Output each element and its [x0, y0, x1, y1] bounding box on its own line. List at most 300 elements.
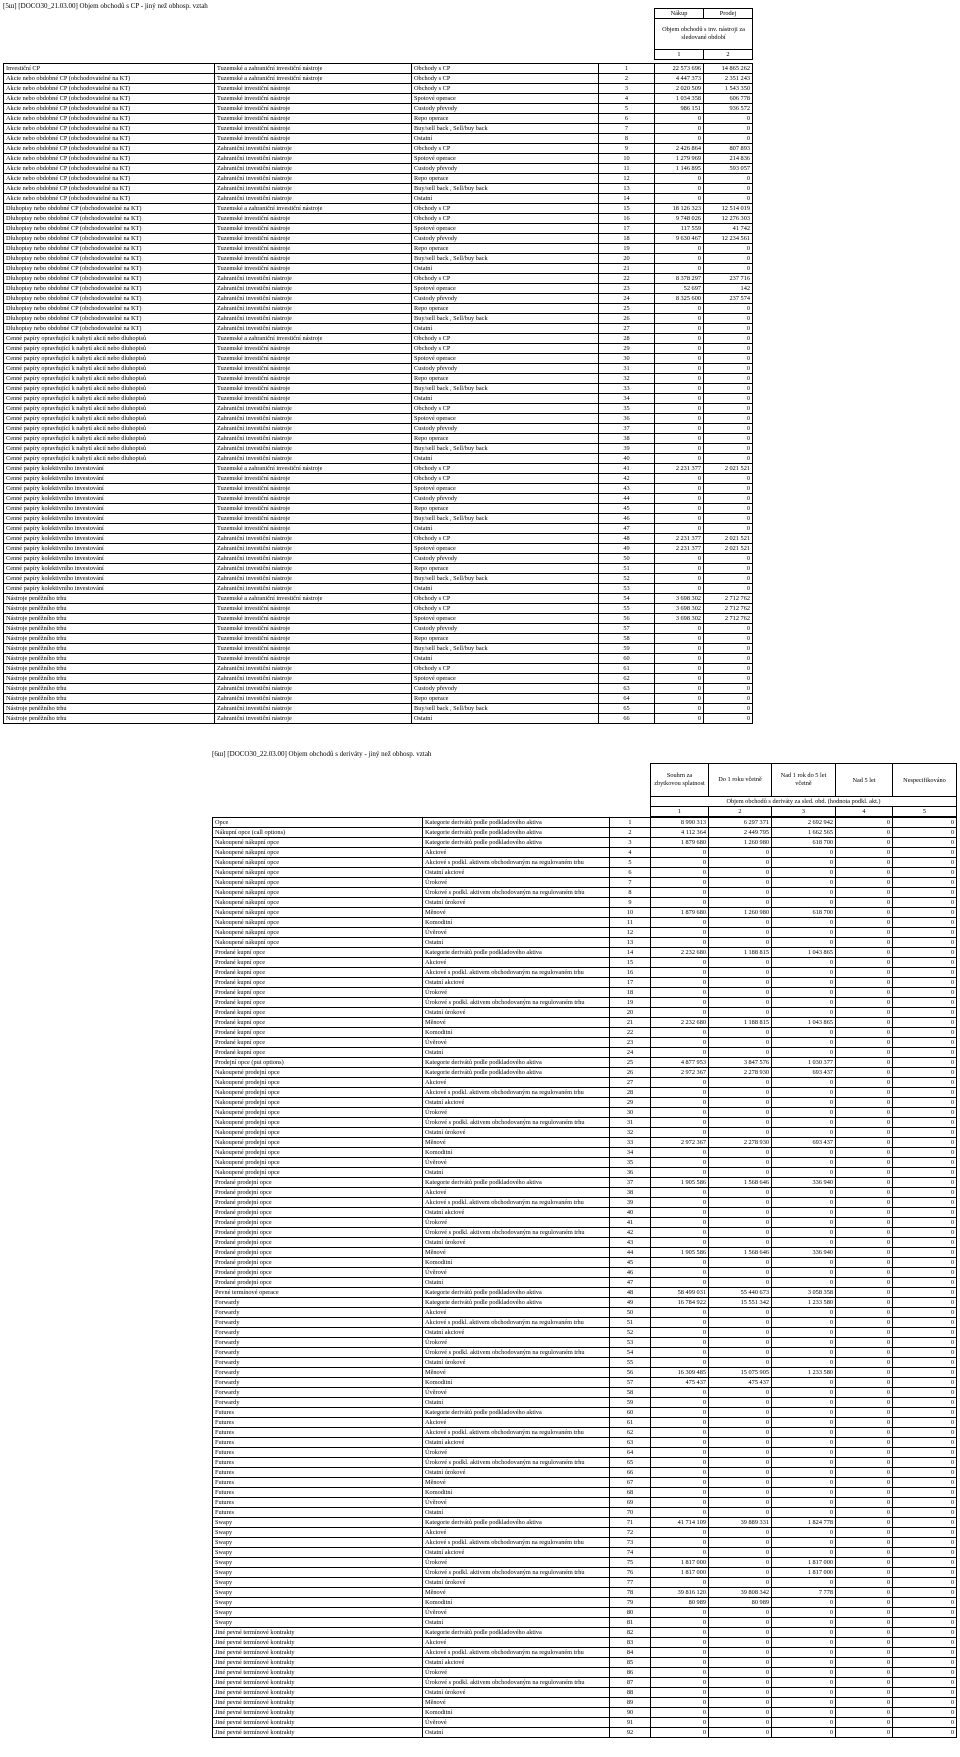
table-cell: Buy/sell back , Sell/buy back: [412, 644, 599, 654]
table-cell: 0: [836, 1458, 893, 1468]
table-cell: 0: [704, 444, 753, 454]
table-cell: 35: [599, 404, 655, 414]
table-cell: 0: [893, 1388, 957, 1398]
table-cell: 3 698 302: [655, 604, 704, 614]
table-cell: 0: [836, 1418, 893, 1428]
table-row: [213, 1728, 957, 1738]
table-cell: 0: [836, 1428, 893, 1438]
table-row: [4, 674, 753, 684]
table-cell: Kategorie derivátů podle podkladového aktiva: [423, 818, 610, 828]
table-cell: 0: [651, 1408, 709, 1418]
table-cell: Tuzemské investiční nástroje: [215, 394, 412, 404]
table-cell: Prodané kupní opce: [213, 968, 423, 978]
table-cell: 0: [704, 714, 753, 724]
table-cell: 0: [772, 958, 836, 968]
table-cell: 0: [836, 1378, 893, 1388]
table-cell: Dluhopisy nebo obdobné CP (obchodovatelné na KT): [4, 274, 215, 284]
table-cell: 0: [655, 174, 704, 184]
table-cell: Ostatní úrokové: [423, 1468, 610, 1478]
table-cell: 0: [836, 1278, 893, 1288]
table-cell: Zahraniční investiční nástroje: [215, 684, 412, 694]
table-cell: Dluhopisy nebo obdobné CP (obchodovatelné na KT): [4, 304, 215, 314]
table-cell: 0: [836, 1048, 893, 1058]
table-cell: 3 847 576: [709, 1058, 772, 1068]
table-cell: Forwardy: [213, 1398, 423, 1408]
table-cell: 0: [893, 1288, 957, 1298]
table-row: [4, 454, 753, 464]
table-cell: 1 879 680: [651, 908, 709, 918]
table-cell: 475 437: [709, 1378, 772, 1388]
c3-header: 3: [772, 807, 836, 817]
table-cell: 31: [599, 364, 655, 374]
table-cell: 0: [655, 424, 704, 434]
table-cell: Zahraniční investiční nástroje: [215, 444, 412, 454]
table-cell: 0: [893, 1598, 957, 1608]
table-cell: 0: [704, 394, 753, 404]
table-cell: 0: [651, 858, 709, 868]
table-cell: 0: [836, 1448, 893, 1458]
table-cell: 0: [836, 1318, 893, 1328]
table-cell: 0: [772, 1668, 836, 1678]
col2-header: 2: [704, 50, 753, 60]
table-cell: 0: [772, 1108, 836, 1118]
table-cell: Nakoupené prodejní opce: [213, 1168, 423, 1178]
table-cell: Úrokové s podkl. aktivem obchodovaným na regulovaném trhu: [423, 1118, 610, 1128]
table-cell: 0: [836, 1348, 893, 1358]
table-row: [213, 1168, 957, 1178]
table-cell: 0: [893, 1488, 957, 1498]
table-cell: 32: [599, 374, 655, 384]
table-cell: Ostatní: [412, 264, 599, 274]
c4-header: 4: [836, 807, 893, 817]
table-cell: 0: [655, 704, 704, 714]
table-cell: 0: [709, 1268, 772, 1278]
table-cell: 0: [651, 1728, 709, 1738]
table-cell: Buy/sell back , Sell/buy back: [412, 444, 599, 454]
table-cell: Nástroje peněžního trhu: [4, 644, 215, 654]
table-cell: 0: [655, 494, 704, 504]
table-cell: Nakoupené prodejní opce: [213, 1118, 423, 1128]
table-cell: Spotové operace: [412, 354, 599, 364]
table-row: [213, 1188, 957, 1198]
table-cell: 0: [893, 978, 957, 988]
table-cell: Nakoupené nákupní opce: [213, 838, 423, 848]
table-cell: Nástroje peněžního trhu: [4, 634, 215, 644]
table-cell: 0: [893, 1368, 957, 1378]
table-cell: Zahraniční investiční nástroje: [215, 584, 412, 594]
nad5let-header: Nad 5 let: [836, 764, 893, 797]
table-cell: Ostatní: [423, 938, 610, 948]
table-cell: Akcie nebo obdobné CP (obchodovatelné na KT): [4, 104, 215, 114]
table-cell: 4: [610, 848, 651, 858]
table-cell: Forwardy: [213, 1308, 423, 1318]
table-cell: 0: [651, 1458, 709, 1468]
table-cell: 14: [610, 948, 651, 958]
table-row: [213, 1698, 957, 1708]
table-cell: Úvěrové: [423, 1718, 610, 1728]
table-cell: 0: [704, 694, 753, 704]
table-cell: 0: [772, 848, 836, 858]
table-cell: 0: [893, 1038, 957, 1048]
table-cell: Custody převody: [412, 294, 599, 304]
table-cell: 0: [836, 1518, 893, 1528]
table-cell: Úvěrové: [423, 1608, 610, 1618]
table-cell: 3 058 358: [772, 1288, 836, 1298]
table-cell: 4 877 953: [651, 1058, 709, 1068]
table-cell: Custody převody: [412, 684, 599, 694]
table-cell: Úrokové s podkl. aktivem obchodovaným na regulovaném trhu: [423, 1678, 610, 1688]
table-cell: 1 188 815: [709, 948, 772, 958]
table-cell: 0: [836, 1468, 893, 1478]
table-cell: 0: [709, 1398, 772, 1408]
table-cell: 53: [610, 1338, 651, 1348]
table-cell: 0: [651, 1078, 709, 1088]
table-row: [4, 104, 753, 114]
table-cell: 0: [709, 978, 772, 988]
table-cell: 14: [599, 194, 655, 204]
table-cell: Swapy: [213, 1518, 423, 1528]
table-cell: 0: [709, 1228, 772, 1238]
table-cell: Akcie nebo obdobné CP (obchodovatelné na KT): [4, 84, 215, 94]
table-cell: 0: [655, 634, 704, 644]
table-cell: 0: [709, 1628, 772, 1638]
table-cell: Zahraniční investiční nástroje: [215, 294, 412, 304]
table-cell: Buy/sell back , Sell/buy back: [412, 124, 599, 134]
table-cell: Nakoupené prodejní opce: [213, 1128, 423, 1138]
table-cell: 0: [836, 928, 893, 938]
table-cell: 0: [655, 354, 704, 364]
table-cell: Dluhopisy nebo obdobné CP (obchodovatelné na KT): [4, 254, 215, 264]
table-cell: Swapy: [213, 1538, 423, 1548]
table-cell: Obchody s CP: [412, 344, 599, 354]
table-cell: 92: [610, 1728, 651, 1738]
table-cell: 0: [836, 1248, 893, 1258]
table-cell: Nakoupené nákupní opce: [213, 898, 423, 908]
table-cell: 0: [704, 434, 753, 444]
table-cell: Swapy: [213, 1558, 423, 1568]
table-cell: 0: [704, 504, 753, 514]
table-cell: Tuzemské investiční nástroje: [215, 254, 412, 264]
table-cell: 0: [836, 1508, 893, 1518]
table-cell: 0: [655, 474, 704, 484]
table-cell: 0: [709, 1668, 772, 1678]
table-row: [213, 1578, 957, 1588]
table-cell: Tuzemské investiční nástroje: [215, 114, 412, 124]
table-cell: 0: [651, 988, 709, 998]
prodej-header: Prodej: [704, 9, 753, 19]
table-cell: Komoditní: [423, 918, 610, 928]
table-cell: Tuzemské investiční nástroje: [215, 384, 412, 394]
table-cell: 0: [704, 334, 753, 344]
table-cell: 0: [772, 1078, 836, 1088]
table-cell: 0: [651, 1708, 709, 1718]
table-cell: Zahraniční investiční nástroje: [215, 174, 412, 184]
table-cell: 1 188 815: [709, 1018, 772, 1028]
table-cell: Tuzemské investiční nástroje: [215, 104, 412, 114]
table-cell: 8: [599, 134, 655, 144]
table-row: [213, 1318, 957, 1328]
table-cell: Cenné papíry kolektivního investování: [4, 514, 215, 524]
table-cell: 0: [836, 918, 893, 928]
table-cell: Zahraniční investiční nástroje: [215, 154, 412, 164]
table-row: [4, 394, 753, 404]
table-cell: Cenné papíry opravňující k nabytí akcií nebo dluhopisů: [4, 384, 215, 394]
table-cell: 59: [599, 644, 655, 654]
table-cell: 0: [655, 484, 704, 494]
table-cell: Tuzemské investiční nástroje: [215, 244, 412, 254]
table-cell: Cenné papíry opravňující k nabytí akcií nebo dluhopisů: [4, 424, 215, 434]
table-cell: 8: [610, 888, 651, 898]
table-cell: 55 440 673: [709, 1288, 772, 1298]
table-cell: 83: [610, 1638, 651, 1648]
table-cell: 0: [709, 1098, 772, 1108]
table-cell: 24: [599, 294, 655, 304]
table-cell: 0: [709, 1308, 772, 1318]
table-cell: 0: [651, 1008, 709, 1018]
table-cell: 0: [836, 898, 893, 908]
table-cell: 0: [836, 978, 893, 988]
table-cell: Ostatní: [412, 654, 599, 664]
table-cell: 0: [893, 1138, 957, 1148]
table-cell: 0: [836, 1208, 893, 1218]
table-row: [4, 164, 753, 174]
table-cell: 82: [610, 1628, 651, 1638]
table-cell: Prodané prodejní opce: [213, 1228, 423, 1238]
table-cell: 12: [610, 928, 651, 938]
table-cell: 2 232 680: [651, 1018, 709, 1028]
table-cell: Tuzemské a zahraniční investiční nástroje: [215, 74, 412, 84]
table-cell: Buy/sell back , Sell/buy back: [412, 384, 599, 394]
table-cell: Dluhopisy nebo obdobné CP (obchodovatelné na KT): [4, 264, 215, 274]
table-cell: 0: [772, 1658, 836, 1668]
table-row: [4, 494, 753, 504]
table-cell: 80 989: [651, 1598, 709, 1608]
table-cell: 0: [655, 314, 704, 324]
table-cell: 0: [704, 564, 753, 574]
table-cell: Ostatní: [412, 394, 599, 404]
table-cell: Zahraniční investiční nástroje: [215, 184, 412, 194]
table-cell: 0: [651, 898, 709, 908]
table-cell: 38: [610, 1188, 651, 1198]
table-cell: Komoditní: [423, 1258, 610, 1268]
table-cell: Komoditní: [423, 1378, 610, 1388]
table-cell: Kategorie derivátů podle podkladového aktiva: [423, 838, 610, 848]
table-cell: 0: [709, 1008, 772, 1018]
table-row: [4, 94, 753, 104]
table-cell: 48: [599, 534, 655, 544]
table-cell: 0: [709, 1438, 772, 1448]
table-cell: 2 231 377: [655, 464, 704, 474]
table-cell: Ostatní úrokové: [423, 1358, 610, 1368]
table-cell: 9: [610, 898, 651, 908]
table-cell: 0: [709, 1728, 772, 1738]
table-cell: 0: [655, 554, 704, 564]
table-cell: 16: [610, 968, 651, 978]
table-cell: Futures: [213, 1418, 423, 1428]
table-cell: 2 426 864: [655, 144, 704, 154]
table-cell: 0: [709, 1358, 772, 1368]
table-cell: 0: [651, 1668, 709, 1678]
table-cell: Repo operace: [412, 374, 599, 384]
table-row: [4, 594, 753, 604]
table-cell: 0: [655, 374, 704, 384]
table-cell: Nakoupené nákupní opce: [213, 878, 423, 888]
table-cell: Tuzemské investiční nástroje: [215, 224, 412, 234]
table-cell: Obchody s CP: [412, 474, 599, 484]
table-cell: Swapy: [213, 1608, 423, 1618]
table-cell: Custody převody: [412, 494, 599, 504]
table-cell: 0: [704, 304, 753, 314]
table-cell: Prodané prodejní opce: [213, 1268, 423, 1278]
table-cell: 0: [772, 1128, 836, 1138]
table-cell: 0: [704, 354, 753, 364]
table-cell: Jiné pevné termínové kontrakty: [213, 1708, 423, 1718]
table-cell: Cenné papíry kolektivního investování: [4, 584, 215, 594]
table-cell: 0: [772, 868, 836, 878]
table-cell: 0: [836, 828, 893, 838]
table-cell: 0: [655, 134, 704, 144]
table-cell: 0: [772, 1728, 836, 1738]
table-cell: 0: [772, 1468, 836, 1478]
table-cell: Ostatní: [412, 584, 599, 594]
table-cell: 0: [709, 1648, 772, 1658]
table-cell: 11: [599, 164, 655, 174]
table-cell: 0: [893, 1178, 957, 1188]
table-cell: 0: [772, 1098, 836, 1108]
table-cell: 0: [772, 1538, 836, 1548]
table-cell: 60: [610, 1408, 651, 1418]
table-cell: 0: [709, 1678, 772, 1688]
table-cell: 0: [772, 1338, 836, 1348]
table-cell: 0: [772, 1508, 836, 1518]
table-cell: 64: [599, 694, 655, 704]
table-cell: Cenné papíry opravňující k nabytí akcií nebo dluhopisů: [4, 334, 215, 344]
table-row: [4, 194, 753, 204]
table-cell: 63: [610, 1438, 651, 1448]
table-cell: 0: [893, 1428, 957, 1438]
table-row: [4, 654, 753, 664]
table-cell: 0: [836, 1368, 893, 1378]
table-cell: Ostatní úrokové: [423, 1578, 610, 1588]
table-cell: 0: [655, 304, 704, 314]
table-cell: 23: [599, 284, 655, 294]
table-row: [4, 374, 753, 384]
table-cell: 22 573 696: [655, 64, 704, 74]
table-cell: Nástroje peněžního trhu: [4, 594, 215, 604]
table-cell: 0: [893, 1228, 957, 1238]
table-cell: Prodané kupní opce: [213, 1018, 423, 1028]
table-cell: 1 879 680: [651, 838, 709, 848]
table-cell: Prodané kupní opce: [213, 1048, 423, 1058]
table-cell: Akciové: [423, 1528, 610, 1538]
table-row: [4, 584, 753, 594]
table-cell: Prodané prodejní opce: [213, 1208, 423, 1218]
table-row: [213, 1138, 957, 1148]
table-row: [4, 644, 753, 654]
table-cell: 0: [772, 1428, 836, 1438]
table-cell: Prodané kupní opce: [213, 978, 423, 988]
table-cell: Akciové s podkl. aktivem obchodovaným na regulovaném trhu: [423, 1198, 610, 1208]
table-cell: Spotové operace: [412, 224, 599, 234]
table-cell: 47: [599, 524, 655, 534]
table-cell: 0: [836, 1678, 893, 1688]
table-cell: 62: [599, 674, 655, 684]
table-cell: 1 260 980: [709, 908, 772, 918]
table-cell: 0: [651, 1098, 709, 1108]
table-cell: Swapy: [213, 1568, 423, 1578]
table-cell: 66: [599, 714, 655, 724]
table-row: [213, 1118, 957, 1128]
table-cell: 1 543 350: [704, 84, 753, 94]
table-row: [4, 324, 753, 334]
table-cell: 0: [651, 1048, 709, 1058]
table-cell: Úrokové: [423, 1338, 610, 1348]
table-cell: 0: [772, 1358, 836, 1368]
table-cell: Zahraniční investiční nástroje: [215, 554, 412, 564]
table-cell: 3: [599, 84, 655, 94]
table-cell: 1 662 565: [772, 828, 836, 838]
table-cell: 1 905 586: [651, 1178, 709, 1188]
table-row: [213, 1718, 957, 1728]
table-row: [213, 1568, 957, 1578]
table-cell: 0: [651, 1618, 709, 1628]
table-cell: Akcie nebo obdobné CP (obchodovatelné na KT): [4, 94, 215, 104]
table-cell: 0: [836, 1498, 893, 1508]
table-cell: Akciové: [423, 1188, 610, 1198]
table-cell: 0: [836, 1708, 893, 1718]
table-cell: Nakoupené prodejní opce: [213, 1078, 423, 1088]
table-cell: 0: [893, 918, 957, 928]
table-cell: Swapy: [213, 1548, 423, 1558]
table-cell: 0: [651, 1688, 709, 1698]
table-cell: Cenné papíry opravňující k nabytí akcií nebo dluhopisů: [4, 434, 215, 444]
table-cell: 0: [709, 1448, 772, 1458]
table-cell: 0: [836, 858, 893, 868]
table-cell: 49: [610, 1298, 651, 1308]
table-cell: Nákupní opce (call options): [213, 828, 423, 838]
table-row: [213, 1478, 957, 1488]
table-cell: Cenné papíry opravňující k nabytí akcií nebo dluhopisů: [4, 344, 215, 354]
table-cell: 6: [599, 114, 655, 124]
table-cell: 237 716: [704, 274, 753, 284]
table-cell: Repo operace: [412, 434, 599, 444]
table-cell: 0: [709, 1718, 772, 1728]
table-cell: Forwardy: [213, 1338, 423, 1348]
table-cell: 0: [651, 1548, 709, 1558]
table-cell: 72: [610, 1528, 651, 1538]
table-cell: Forwardy: [213, 1328, 423, 1338]
table-cell: Tuzemské investiční nástroje: [215, 214, 412, 224]
section1-table: [3, 63, 753, 724]
table-cell: 1 030 377: [772, 1058, 836, 1068]
table-cell: 0: [893, 1028, 957, 1038]
table-cell: Nakoupené prodejní opce: [213, 1088, 423, 1098]
table-cell: 0: [893, 1518, 957, 1528]
table-cell: 62: [610, 1428, 651, 1438]
table-cell: 0: [836, 1628, 893, 1638]
table-cell: 593 057: [704, 164, 753, 174]
table-cell: 0: [651, 958, 709, 968]
table-cell: 0: [836, 1238, 893, 1248]
table-cell: Měnové: [423, 908, 610, 918]
table-cell: 0: [772, 1608, 836, 1618]
table-cell: Custody převody: [412, 624, 599, 634]
table-cell: 0: [772, 1378, 836, 1388]
table-cell: 1 817 000: [651, 1568, 709, 1578]
table-row: [4, 344, 753, 354]
table-cell: 0: [893, 1478, 957, 1488]
table-row: [4, 694, 753, 704]
